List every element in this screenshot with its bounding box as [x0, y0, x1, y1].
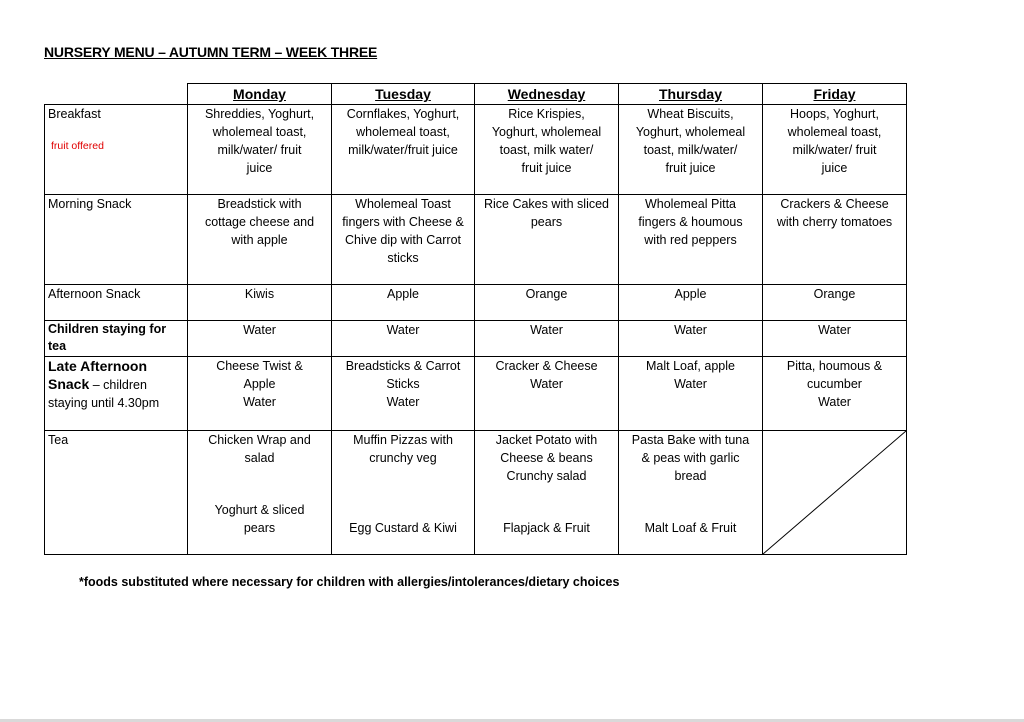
children-tea-wednesday: Water [475, 321, 619, 357]
children-tea-label-line2: tea [48, 339, 67, 353]
breakfast-monday [188, 105, 332, 195]
children-tea-row [45, 321, 907, 357]
cell-line: salad [244, 451, 275, 465]
cell-line: Cornflakes, Yoghurt, [346, 107, 460, 121]
morning-snack-label: Morning Snack [45, 195, 188, 285]
late-snack-tuesday [332, 357, 475, 431]
morning-snack-monday [188, 195, 332, 285]
cell-line: Hoops, Yoghurt, [790, 107, 879, 121]
breakfast-row [45, 105, 907, 195]
cell-line: Chive dip with Carrot [344, 233, 461, 247]
cell-line: toast, milk water/ [499, 143, 594, 157]
tea-tuesday [332, 431, 475, 555]
afternoon-snack-tuesday: Apple [332, 285, 475, 321]
cell-line: crunchy veg [369, 451, 437, 465]
cell-line: juice [821, 161, 848, 175]
late-snack-friday [763, 357, 907, 431]
cell-line: wholemeal toast, [212, 125, 307, 139]
cell-gap [335, 467, 471, 519]
cell-line: cucumber [807, 377, 862, 391]
cell-line: Wholemeal Pitta [644, 197, 736, 211]
children-tea-thursday: Water [619, 321, 763, 357]
afternoon-snack-thursday: Apple [619, 285, 763, 321]
cell-line: Wheat Biscuits, [647, 107, 734, 121]
cell-line: Yoghurt, wholemeal [491, 125, 602, 139]
cell-line: Rice Krispies, [508, 107, 585, 121]
cell-line: with apple [231, 233, 288, 247]
cell-line: fruit juice [665, 161, 716, 175]
cell-gap [191, 467, 328, 501]
tea-row [45, 431, 907, 555]
tea-monday [188, 431, 332, 555]
morning-snack-thursday [619, 195, 763, 285]
page-title: NURSERY MENU – AUTUMN TERM – WEEK THREE [44, 44, 378, 60]
cell-line: fingers with Cheese & [342, 215, 464, 229]
cell-line: Jacket Potato with [495, 433, 598, 447]
cell-line: pears [530, 215, 563, 229]
cell-line: Apple [243, 377, 276, 391]
morning-snack-tuesday [332, 195, 475, 285]
breakfast-tuesday [332, 105, 475, 195]
late-snack-label-snack: Snack [48, 376, 90, 392]
header-monday: Monday [188, 84, 332, 105]
tea-wednesday [475, 431, 619, 555]
cell-line: with cherry tomatoes [776, 215, 893, 229]
footnote: *foods substituted where necessary for children with allergies/intolerances/dietary choices [79, 575, 620, 589]
children-tea-label-cell [45, 321, 188, 357]
late-snack-wednesday [475, 357, 619, 431]
cell-gap [478, 485, 615, 519]
header-row [45, 84, 907, 105]
late-snack-monday [188, 357, 332, 431]
afternoon-snack-friday: Orange [763, 285, 907, 321]
late-snack-label-children: – children [89, 378, 147, 392]
breakfast-label: Breakfast [48, 107, 101, 121]
cell-line: Cracker & Cheese [495, 359, 598, 373]
cell-line: Water [530, 377, 563, 391]
cell-line: Flapjack & Fruit [503, 521, 590, 535]
diagonal-strike [763, 431, 906, 554]
header-corner [45, 84, 188, 105]
children-tea-monday: Water [188, 321, 332, 357]
cell-line: Sticks [386, 377, 420, 391]
cell-line: Crunchy salad [506, 469, 587, 483]
cell-line: wholemeal toast, [787, 125, 882, 139]
cell-line: wholemeal toast, [356, 125, 450, 139]
fruit-offered-note: fruit offered [51, 140, 104, 152]
morning-snack-row [45, 195, 907, 285]
cell-line: toast, milk/water/ [643, 143, 738, 157]
cell-line: milk/water/ fruit [792, 143, 877, 157]
late-snack-label-line3: staying until 4.30pm [48, 396, 160, 410]
children-tea-label-line1: Children staying for [48, 322, 167, 336]
cell-line: & peas with garlic [641, 451, 740, 465]
tea-friday-empty [763, 431, 907, 555]
cell-line: Muffin Pizzas with [353, 433, 453, 447]
breakfast-friday [763, 105, 907, 195]
cell-line: Rice Cakes with sliced [483, 197, 610, 211]
cell-line: Water [818, 395, 851, 409]
header-tuesday: Tuesday [332, 84, 475, 105]
breakfast-thursday [619, 105, 763, 195]
cell-line: Malt Loaf & Fruit [644, 521, 737, 535]
cell-line: Cheese Twist & [216, 359, 303, 373]
cell-line: Water [674, 377, 707, 391]
cell-line: Cheese & beans [500, 451, 593, 465]
cell-line: milk/water/fruit juice [348, 143, 458, 157]
late-snack-label-line1: Late Afternoon [48, 358, 148, 374]
late-snack-label-cell [45, 357, 188, 431]
cell-line: Pasta Bake with tuna [631, 433, 750, 447]
cell-gap [622, 485, 759, 519]
cell-line: Water [243, 395, 276, 409]
header-thursday: Thursday [619, 84, 763, 105]
cell-line: Breadsticks & Carrot [345, 359, 461, 373]
cell-line: cottage cheese and [204, 215, 315, 229]
cell-line: Yoghurt & sliced [214, 503, 305, 517]
afternoon-snack-row [45, 285, 907, 321]
tea-label: Tea [45, 431, 188, 555]
cell-line: fingers & houmous [638, 215, 743, 229]
cell-line: juice [246, 161, 273, 175]
cell-line: pears [243, 521, 276, 535]
morning-snack-wednesday [475, 195, 619, 285]
breakfast-wednesday [475, 105, 619, 195]
afternoon-snack-wednesday: Orange [475, 285, 619, 321]
cell-line: Water [386, 395, 420, 409]
cell-line: Malt Loaf, apple [646, 359, 735, 373]
cell-line: Breadstick with [217, 197, 302, 211]
cell-line: with red peppers [644, 233, 737, 247]
cell-line: sticks [387, 251, 419, 265]
header-wednesday: Wednesday [475, 84, 619, 105]
cell-line: Wholemeal Toast [355, 197, 451, 211]
morning-snack-friday [763, 195, 907, 285]
afternoon-snack-label: Afternoon Snack [45, 285, 188, 321]
cell-line: Yoghurt, wholemeal [635, 125, 746, 139]
header-friday: Friday [763, 84, 907, 105]
children-tea-tuesday: Water [332, 321, 475, 357]
late-snack-row [45, 357, 907, 431]
cell-line: fruit juice [521, 161, 572, 175]
children-tea-friday: Water [763, 321, 907, 357]
cell-line: Crackers & Cheese [780, 197, 889, 211]
breakfast-label-cell [45, 105, 188, 195]
cell-line: Egg Custard & Kiwi [349, 521, 457, 535]
menu-table [44, 83, 907, 555]
cell-line: milk/water/ fruit [217, 143, 302, 157]
afternoon-snack-monday: Kiwis [188, 285, 332, 321]
cell-line: Shreddies, Yoghurt, [204, 107, 315, 121]
cell-line: bread [674, 469, 707, 483]
late-snack-thursday [619, 357, 763, 431]
cell-line: Chicken Wrap and [208, 433, 311, 447]
cell-line: Pitta, houmous & [786, 359, 883, 373]
tea-thursday [619, 431, 763, 555]
